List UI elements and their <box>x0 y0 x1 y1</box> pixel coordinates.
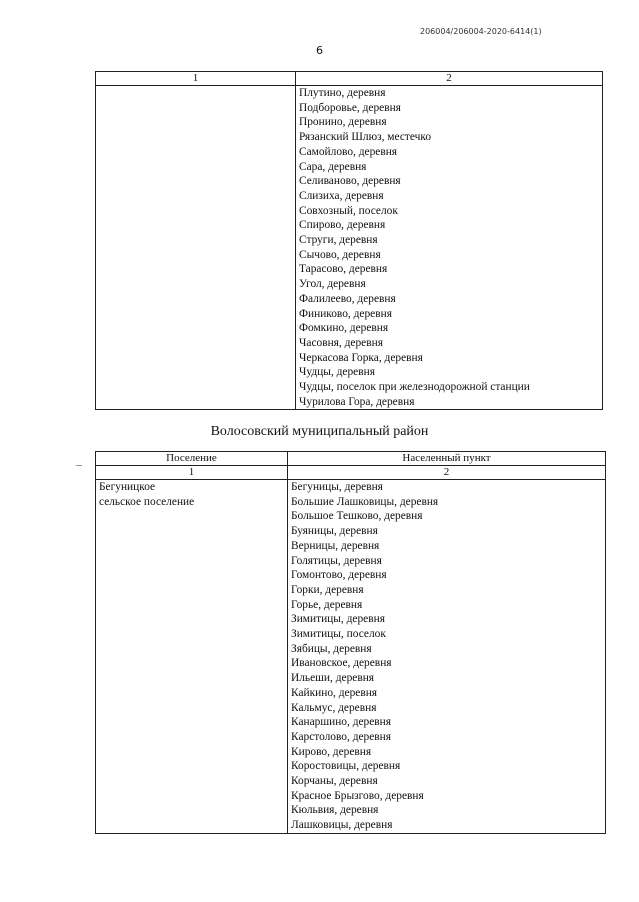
settlement-item: Сычово, деревня <box>299 248 381 261</box>
settlement-item: Кайкино, деревня <box>291 686 378 699</box>
settlement-item: Струги, деревня <box>299 234 378 247</box>
settlement-item: Канаршино, деревня <box>291 716 392 729</box>
settlement-item: Чудцы, деревня <box>299 366 375 379</box>
settlement-item: Слизиха, деревня <box>299 189 384 202</box>
column-number-1: 1 <box>96 72 296 86</box>
settlement-item: Фомкино, деревня <box>299 322 389 335</box>
settlement-item: Горье, деревня <box>291 598 363 611</box>
settlement-item: Подборовье, деревня <box>299 101 401 114</box>
settlement-item: Плутино, деревня <box>299 87 386 99</box>
settlement-item: Часовня, деревня <box>299 336 383 349</box>
column-number-2: 2 <box>296 72 603 86</box>
column-header-locality: Населенный пункт <box>288 452 606 466</box>
settlements-table-continued <box>95 71 603 410</box>
header-row <box>96 452 606 466</box>
settlement-item: Горки, деревня <box>291 583 364 596</box>
settlement-item: Финиково, деревня <box>299 307 392 320</box>
settlement-item: Сара, деревня <box>299 160 367 173</box>
settlement-item: Красное Брызгово, деревня <box>291 789 424 802</box>
settlement-item: Верницы, деревня <box>291 539 380 552</box>
settlement-item: Коростовицы, деревня <box>291 760 401 773</box>
document-id: 206004/206004-2020-6414(1) <box>420 27 542 36</box>
settlement-item: Кальмус, деревня <box>291 701 377 714</box>
settlement-item: Селиваново, деревня <box>299 175 401 188</box>
settlement-item: Зябицы, деревня <box>291 642 372 655</box>
column-header-settlement: Поселение <box>96 452 288 466</box>
settlement-item: Совхозный, поселок <box>299 204 398 217</box>
settlement-item: Фалилеево, деревня <box>299 292 396 305</box>
settlement-item: Самойлово, деревня <box>299 145 398 158</box>
municipality-cell-empty <box>96 86 296 410</box>
settlement-item: Бегуницы, деревня <box>291 481 383 493</box>
settlement-item: Зимитицы, поселок <box>291 628 386 641</box>
settlement-item: Гомонтово, деревня <box>291 569 387 582</box>
settlement-item: Черкасова Горка, деревня <box>299 351 423 364</box>
settlement-item: Чурилова Гора, деревня <box>299 395 415 408</box>
column-number-1: 1 <box>96 466 288 480</box>
settlement-item: Угол, деревня <box>299 278 366 291</box>
settlement-item: Карстолово, деревня <box>291 730 392 743</box>
settlement-item: Кирово, деревня <box>291 745 372 758</box>
settlement-item: Тарасово, деревня <box>299 263 388 276</box>
volosovsky-settlements-table <box>95 451 606 834</box>
settlement-item: Лашковицы, деревня <box>291 819 393 832</box>
settlement-item: Рязанский Шлюз, местечко <box>299 131 432 144</box>
table-row <box>96 86 603 410</box>
settlement-item: Кюльвия, деревня <box>291 804 379 817</box>
column-number-row <box>96 72 603 86</box>
settlement-list <box>296 86 603 410</box>
municipality-name-line: сельское поселение <box>99 495 195 508</box>
municipality-cell <box>96 480 288 834</box>
settlement-item: Пронино, деревня <box>299 116 387 129</box>
settlement-item: Буяницы, деревня <box>291 525 378 538</box>
page-number: 6 <box>316 44 323 57</box>
column-number-2: 2 <box>288 466 606 480</box>
scan-mark <box>76 465 82 466</box>
settlement-item: Большие Лашковицы, деревня <box>291 495 439 508</box>
table-row <box>96 480 606 834</box>
municipality-name-line: Бегуницкое <box>99 481 156 493</box>
settlement-item: Большое Тешково, деревня <box>291 510 423 523</box>
settlement-item: Ивановское, деревня <box>291 657 392 670</box>
settlement-list <box>288 480 606 834</box>
section-title: Волосовский муниципальный район <box>210 424 429 439</box>
column-number-row <box>96 466 606 480</box>
settlement-item: Зимитицы, деревня <box>291 613 385 626</box>
settlement-item: Ильеши, деревня <box>291 672 375 685</box>
settlement-item: Голятицы, деревня <box>291 554 382 567</box>
settlement-item: Корчаны, деревня <box>291 775 378 788</box>
settlement-item: Чудцы, поселок при железнодорожной станции <box>299 381 530 394</box>
settlement-item: Спирово, деревня <box>299 219 386 232</box>
